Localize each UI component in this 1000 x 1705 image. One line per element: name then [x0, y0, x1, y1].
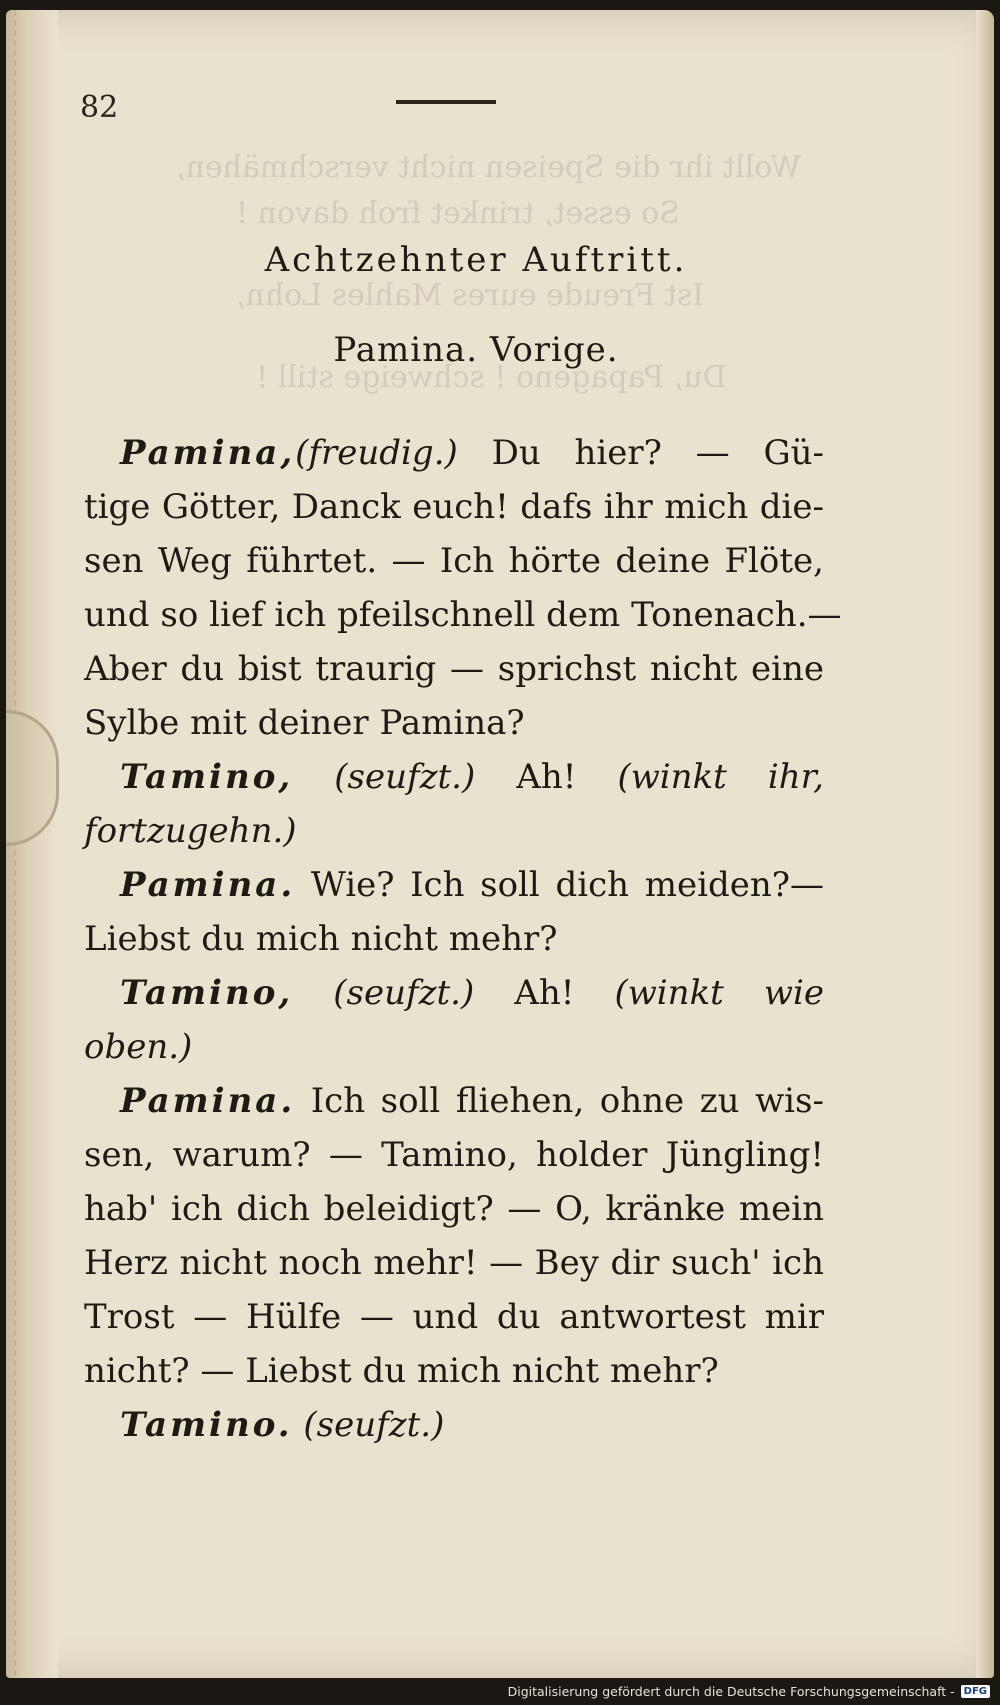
dialogue: Herz nicht noch mehr! — Bey dir such' ich — [84, 1243, 824, 1283]
dialogue: Liebst du mich nicht mehr? — [84, 919, 558, 959]
text-line — [84, 696, 824, 750]
speaker-name: Pamina. — [120, 1081, 296, 1121]
text-line — [84, 966, 824, 1020]
header-rule — [396, 100, 496, 104]
stage-direction: (winkt ihr, — [617, 757, 824, 797]
dialogue: Ich soll fliehen, ohne zu wis- — [295, 1081, 824, 1121]
stage-direction: (seufzt.) — [293, 757, 476, 797]
speaker-name: Pamina, — [120, 433, 296, 473]
bleed-through-line: So esset, trinket froh davon ! — [236, 196, 680, 231]
cast-list: Pamina. Vorige. — [333, 330, 619, 370]
digitization-credit — [508, 1684, 990, 1699]
text-line — [84, 1128, 824, 1182]
dialogue-text — [84, 426, 842, 1452]
text-line — [84, 912, 824, 966]
text-line — [84, 1290, 824, 1344]
dialogue: Ah! — [474, 973, 615, 1013]
dialogue: Du hier? — Gü- — [457, 433, 824, 473]
speaker-name: Tamino. — [120, 1405, 293, 1445]
dialogue: nicht? — Liebst du mich nicht mehr? — [84, 1351, 719, 1391]
dfg-logo: DFG — [961, 1685, 990, 1698]
text-line — [84, 1344, 824, 1398]
scene-title: Achtzehnter Auftritt. — [264, 240, 688, 280]
text-line — [84, 588, 842, 642]
stage-direction: fortzugehn.) — [84, 811, 297, 851]
dialogue: sen Weg führtet. — Ich hörte deine Flöte, — [84, 541, 824, 581]
text-line — [84, 534, 824, 588]
text-line — [84, 1236, 824, 1290]
text-line — [84, 480, 824, 534]
book-page — [6, 10, 994, 1678]
text-line — [84, 1074, 824, 1128]
text-line — [84, 1182, 824, 1236]
text-line — [84, 858, 824, 912]
stage-direction: (winkt wie — [614, 973, 824, 1013]
text-line — [84, 804, 824, 858]
dialogue: und so lief ich pfeilschnell dem Tonenach.— — [84, 595, 842, 635]
speaker-name: Pamina. — [120, 865, 296, 905]
dialogue: Sylbe mit deiner Pamina? — [84, 703, 525, 743]
text-line — [84, 1398, 824, 1452]
stage-direction: oben.) — [84, 1027, 193, 1067]
dialogue: Wie? Ich soll dich meiden?— — [295, 865, 824, 905]
dialogue: Ah! — [475, 757, 618, 797]
page-edge — [976, 10, 994, 1678]
dialogue: sen, warum? — Tamino, holder Jüngling! — [84, 1135, 824, 1175]
credit-text: Digitalisierung gefördert durch die Deutsche Forschungsgemeinschaft - — [507, 1684, 955, 1699]
text-line — [84, 750, 824, 804]
bleed-through-line: Wollt ihr die Speisen nicht verschmähen, — [176, 150, 802, 185]
bleed-through-line: Ist Freude eures Mahles Lohn, — [236, 278, 705, 313]
stage-direction: (seufzt.) — [292, 1405, 445, 1445]
page-number: 82 — [80, 90, 119, 125]
dialogue: Aber du bist traurig — sprichst nicht eine — [84, 649, 824, 689]
text-line — [84, 642, 824, 696]
dialogue: tige Götter, Danck euch! dafs ihr mich die- — [84, 487, 824, 527]
speaker-name: Tamino, — [120, 973, 294, 1013]
bleed-through-line: Du, Papageno ! schweige still ! — [256, 360, 727, 395]
dialogue: Trost — Hülfe — und du antwortest mir — [84, 1297, 824, 1337]
text-line — [84, 426, 824, 480]
stage-direction: (seufzt.) — [293, 973, 475, 1013]
text-line — [84, 1020, 824, 1074]
stage-direction: (freudig.) — [295, 433, 458, 473]
speaker-name: Tamino, — [120, 757, 294, 797]
dialogue: hab' ich dich beleidigt? — O, kränke mein — [84, 1189, 824, 1229]
